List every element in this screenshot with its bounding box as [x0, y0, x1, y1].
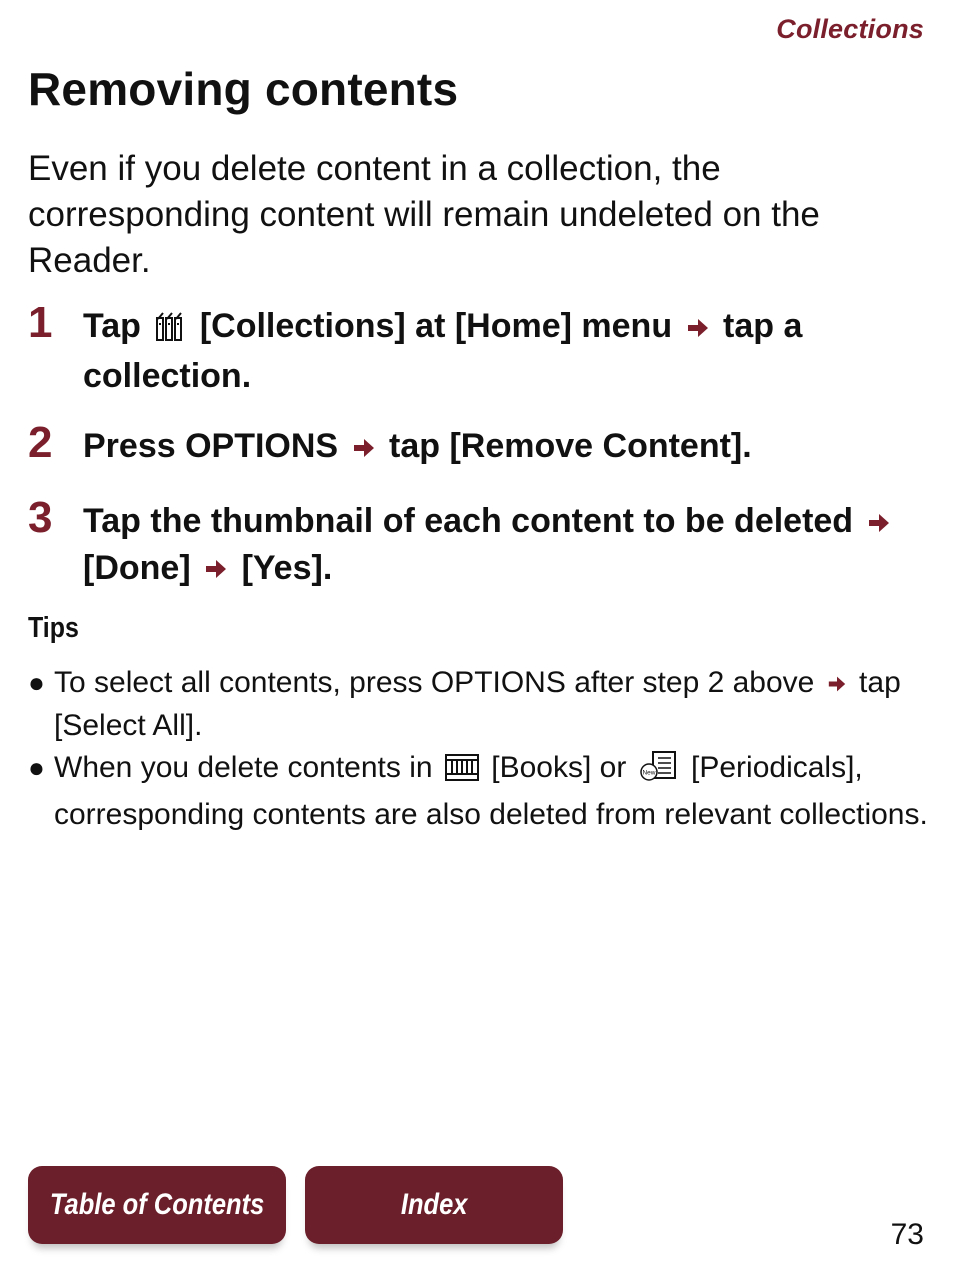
- books-icon: [445, 752, 479, 794]
- arrow-right-icon: [352, 426, 376, 471]
- tip-item: [28, 747, 928, 836]
- bullet: ●: [28, 667, 45, 698]
- tip-text-part: tap [Select All].: [54, 666, 901, 743]
- step-text: [83, 304, 928, 399]
- bullet: ●: [28, 752, 45, 784]
- index-button[interactable]: [305, 1166, 563, 1244]
- step-text-part: [Done]: [83, 548, 191, 587]
- step-text-part: Press OPTIONS: [83, 427, 339, 465]
- step-number: 2: [28, 418, 53, 467]
- tips-heading: Tips: [28, 612, 79, 644]
- arrow-right-icon: [204, 547, 228, 592]
- index-label: Index: [400, 1188, 468, 1221]
- table-of-contents-button[interactable]: [28, 1166, 286, 1244]
- arrow-right-icon: [686, 306, 710, 351]
- step-number: 3: [28, 493, 53, 542]
- step-2: [28, 418, 928, 471]
- section-tag: Collections: [776, 14, 924, 44]
- step-number: 1: [28, 298, 53, 347]
- step-text-part: [Collections] at [Home] menu: [199, 307, 673, 345]
- step-text-part: Tap the thumbnail of each content to be deleted: [83, 502, 854, 540]
- tip-text-part: When you delete contents in: [54, 751, 433, 785]
- step-text: [83, 424, 928, 471]
- step-text-part: Tap: [83, 307, 141, 345]
- periodicals-icon: [639, 750, 679, 794]
- step-1: [28, 298, 928, 399]
- tip-text-part: [Periodicals], corresponding contents are also deleted from relevant collections.: [54, 751, 928, 832]
- tips-list: [28, 662, 928, 836]
- new-badge: New: [642, 769, 656, 777]
- step-text-part: tap a collection.: [83, 307, 803, 395]
- intro-paragraph: Even if you delete content in a collection, the corresponding content will remain undeleted on the Reader.: [28, 149, 820, 280]
- collections-icon: [154, 309, 186, 354]
- table-of-contents-label: Table of Contents: [49, 1188, 265, 1221]
- arrow-right-icon: [827, 663, 847, 705]
- tip-text-part: [Books] or: [491, 751, 627, 785]
- tip-text-part: To select all contents, press OPTIONS after step 2 above: [54, 666, 815, 699]
- tip-item: [28, 662, 928, 747]
- step-text-part: [Yes].: [241, 548, 333, 587]
- step-text-part: tap [Remove Content].: [389, 427, 752, 465]
- step-text: [83, 499, 928, 592]
- page-title: Removing contents: [28, 63, 459, 115]
- page-number: 73: [890, 1218, 924, 1251]
- step-3: [28, 493, 928, 592]
- arrow-right-icon: [867, 501, 891, 546]
